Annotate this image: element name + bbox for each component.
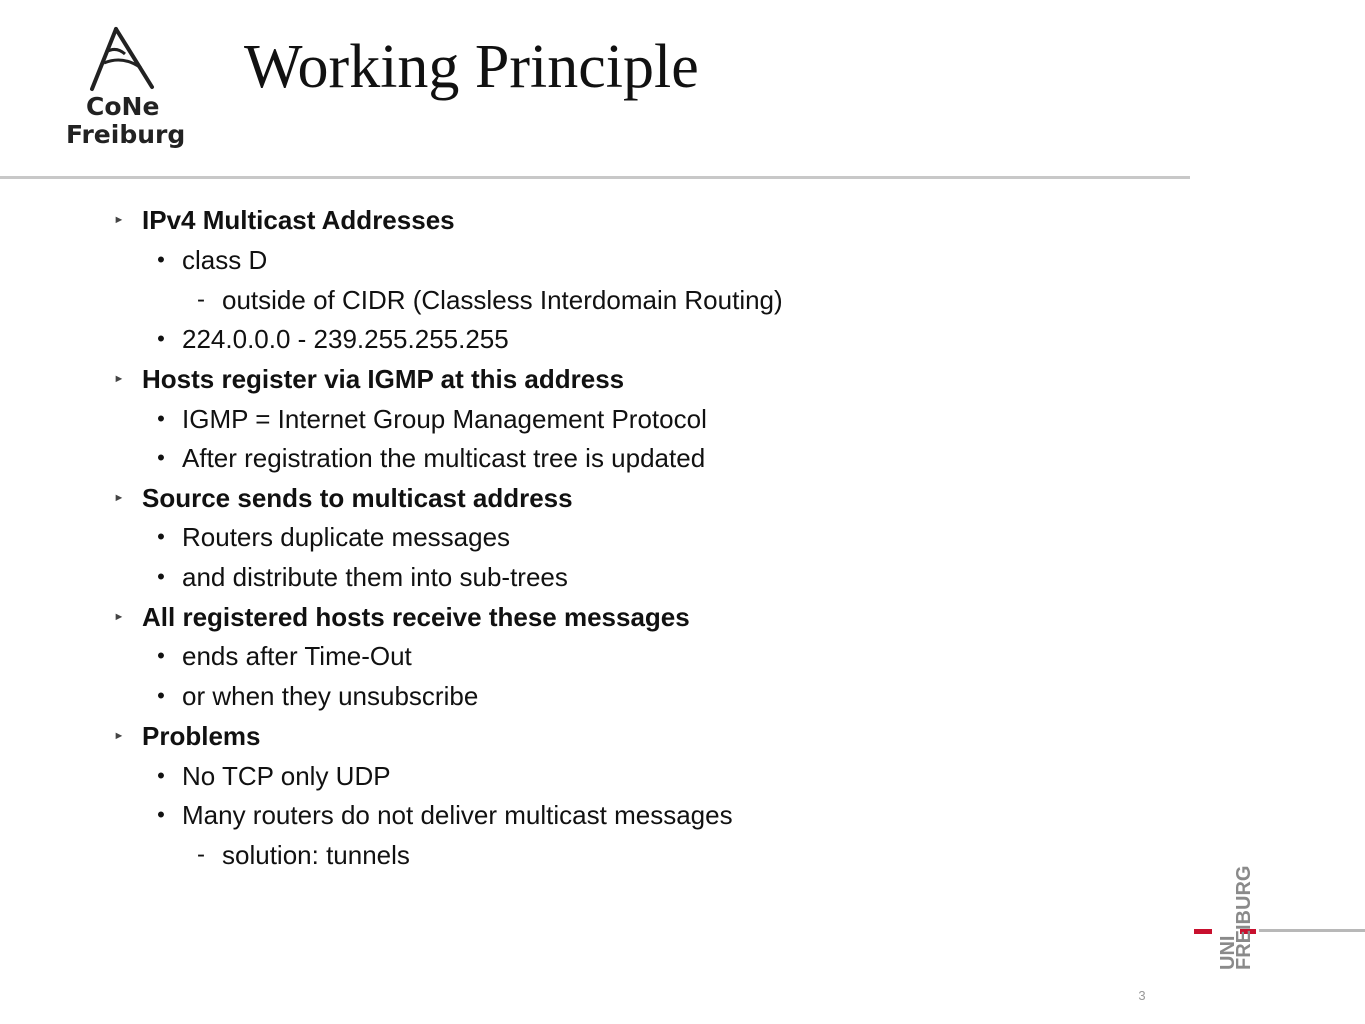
bullet-text: After registration the multicast tree is updated xyxy=(182,443,706,473)
bullet-item-level2 xyxy=(157,676,479,716)
dot-bullet-icon: • xyxy=(157,445,165,470)
logo-gray-line xyxy=(1259,929,1365,932)
dot-bullet-icon: • xyxy=(157,643,165,668)
bullet-item-level2 xyxy=(157,557,568,597)
bullet-text: IGMP = Internet Group Management Protocol xyxy=(182,404,707,434)
cone-freiburg-logo xyxy=(60,22,200,157)
triangle-bullet-icon: ► xyxy=(113,730,125,742)
uni-freiburg-logo xyxy=(1190,862,1365,977)
bullet-item-level2 xyxy=(157,795,733,835)
dot-bullet-icon: • xyxy=(157,763,165,788)
bullet-item-level2 xyxy=(157,756,391,796)
uni-freiburg-logo-graphic xyxy=(1190,862,1365,977)
dash-bullet-icon: - xyxy=(197,286,205,313)
slide-title: Working Principle xyxy=(244,33,699,101)
bullet-item-level1 xyxy=(113,359,625,399)
bullet-item-level2 xyxy=(157,240,268,280)
bullet-text: outside of CIDR (Classless Interdomain Routing) xyxy=(222,285,783,315)
dash-bullet-icon: - xyxy=(197,841,205,868)
bullet-item-level1 xyxy=(113,597,690,637)
bullet-text: Routers duplicate messages xyxy=(182,522,511,552)
triangle-bullet-icon: ► xyxy=(113,611,125,623)
freiburg-text: FREIBURG xyxy=(1233,865,1255,970)
page-number: 3 xyxy=(1138,988,1146,1003)
bullet-text: Problems xyxy=(142,721,261,751)
bullet-text: ends after Time-Out xyxy=(182,641,412,671)
bullet-item-level3 xyxy=(197,280,783,320)
bullet-item-level1 xyxy=(113,200,455,240)
bullet-text: class D xyxy=(182,245,268,275)
logo-text-line1: CoNe xyxy=(86,92,160,121)
title-divider xyxy=(0,176,1190,179)
triangle-bullet-icon: ► xyxy=(113,373,125,385)
bullet-text: or when they unsubscribe xyxy=(182,681,479,711)
bullet-text: Source sends to multicast address xyxy=(142,483,573,513)
dot-bullet-icon: • xyxy=(157,247,165,272)
triangle-bullet-icon: ► xyxy=(113,492,125,504)
bullet-item-level2 xyxy=(157,399,707,439)
cone-antenna-icon xyxy=(60,22,200,97)
dot-bullet-icon: • xyxy=(157,802,165,827)
dot-bullet-icon: • xyxy=(157,524,165,549)
bullet-item-level2 xyxy=(157,517,511,557)
logo-text-line2: Freiburg xyxy=(66,120,186,149)
bullet-item-level3 xyxy=(197,835,410,875)
uni-text: UNI xyxy=(1217,935,1239,970)
dot-bullet-icon: • xyxy=(157,406,165,431)
bullet-text: All registered hosts receive these messages xyxy=(142,602,690,632)
bullet-text: and distribute them into sub-trees xyxy=(182,562,568,592)
triangle-bullet-icon: ► xyxy=(113,214,125,226)
bullet-text: No TCP only UDP xyxy=(182,761,391,791)
dot-bullet-icon: • xyxy=(157,564,165,589)
bullet-item-level2 xyxy=(157,438,706,478)
bullet-item-level1 xyxy=(113,716,261,756)
bullet-item-level2 xyxy=(157,319,509,359)
dot-bullet-icon: • xyxy=(157,326,165,351)
bullet-text: IPv4 Multicast Addresses xyxy=(142,205,455,235)
bullet-text: Many routers do not deliver multicast messages xyxy=(182,800,733,830)
bullet-text: 224.0.0.0 - 239.255.255.255 xyxy=(182,324,509,354)
bullet-item-level2 xyxy=(157,636,412,676)
bullet-item-level1 xyxy=(113,478,573,518)
logo-red-bar-left xyxy=(1194,929,1212,934)
bullet-text: solution: tunnels xyxy=(222,840,410,870)
dot-bullet-icon: • xyxy=(157,683,165,708)
bullet-text: Hosts register via IGMP at this address xyxy=(142,364,625,394)
